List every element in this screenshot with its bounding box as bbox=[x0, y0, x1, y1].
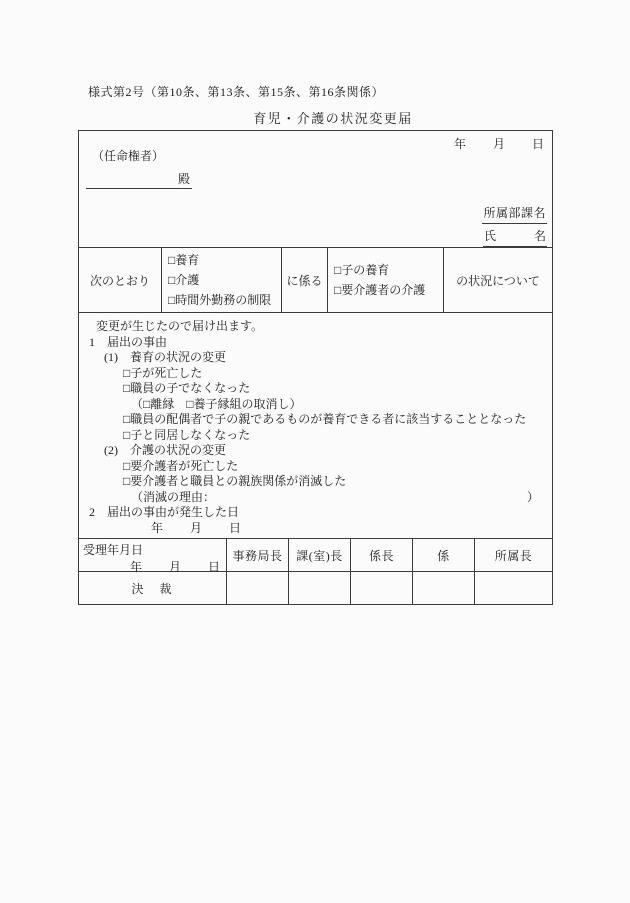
column-header-secretary-general: 事務局長 bbox=[227, 539, 289, 572]
seal-cell-supervisor bbox=[475, 572, 552, 604]
seal-cell-section-chief bbox=[289, 572, 351, 604]
name-label-left: 氏 bbox=[484, 229, 497, 243]
reception-date-label: 受理年月日 bbox=[83, 543, 144, 557]
care-type-options-cell bbox=[162, 248, 282, 312]
reception-date-blank: 年 月 日 bbox=[129, 560, 221, 574]
column-header-subsection-chief: 係長 bbox=[351, 539, 413, 572]
form-outline-box bbox=[78, 130, 553, 605]
addressee-suffix: 殿 bbox=[177, 172, 190, 186]
checkbox-option-carereceiver: □要介護者の介護 bbox=[334, 283, 426, 297]
checkbox-carereceiver-died: □要介護者が死亡した bbox=[123, 458, 239, 473]
extinction-reason-open: （消滅の理由： bbox=[131, 489, 216, 504]
form-header-section bbox=[79, 131, 552, 247]
submission-date-line: 年 月 日 bbox=[453, 137, 545, 151]
decision-label-cell: 決 裁 bbox=[79, 572, 227, 604]
page-title: 育児・介護の状況変更届 bbox=[253, 111, 413, 126]
type-row-connector: に係る bbox=[282, 248, 328, 312]
occurrence-date-line: 年 月 日 bbox=[151, 520, 243, 535]
name-label-right: 名 bbox=[533, 229, 546, 243]
column-header-supervisor: 所属長 bbox=[475, 539, 552, 572]
extinction-reason-close: ） bbox=[526, 489, 539, 504]
type-selection-row bbox=[79, 247, 552, 313]
checkbox-not-employee-child: □職員の子でなくなった bbox=[123, 381, 251, 395]
seal-cell-secretary-general bbox=[227, 572, 289, 604]
item-1-2-heading: (2) 介護の状況の変更 bbox=[104, 443, 226, 457]
column-header-staff: 係 bbox=[413, 539, 475, 572]
notification-body bbox=[79, 313, 552, 538]
department-name-field: 所属部課名 bbox=[482, 204, 547, 224]
extinction-reason-line bbox=[79, 490, 552, 506]
seal-cell-staff bbox=[413, 572, 475, 604]
item-1-1-heading: (1) 養育の状況の変更 bbox=[104, 350, 226, 364]
employee-name-field bbox=[483, 227, 547, 247]
checkbox-option-nursing: □介護 bbox=[168, 273, 200, 287]
reception-date-cell bbox=[79, 539, 227, 572]
intro-statement: 変更が生じたので届け出ます。 bbox=[96, 319, 264, 333]
column-header-section-chief: 課(室)長 bbox=[289, 539, 351, 572]
target-options-cell bbox=[328, 248, 444, 312]
addressee-blank-line bbox=[86, 164, 192, 189]
section-2-heading: 2 届出の事由が発生した日 bbox=[89, 505, 240, 519]
approval-table bbox=[79, 538, 552, 604]
checkbox-not-cohabiting: □子と同居しなくなった bbox=[123, 427, 251, 442]
checkbox-option-child-rearing: □子の養育 bbox=[334, 263, 390, 277]
form-code: 様式第2号（第10条、第13条、第15条、第16条関係） bbox=[88, 85, 385, 99]
type-row-prefix: 次のとおり bbox=[79, 248, 162, 312]
checkbox-dissolution-detail: （□離縁 □養子縁組の取消し） bbox=[131, 396, 302, 411]
seal-cell-subsection-chief bbox=[351, 572, 413, 604]
type-row-suffix: の状況について bbox=[456, 273, 540, 288]
checkbox-spouse-can-care: □職員の配偶者で子の親であるものが養育できる者に該当することとなった bbox=[123, 412, 527, 426]
checkbox-option-childcare: □養育 bbox=[168, 253, 200, 267]
appointer-label: （任命権者） bbox=[92, 149, 165, 163]
checkbox-child-died: □子が死亡した bbox=[123, 365, 203, 380]
checkbox-kinship-extinct: □要介護者と職員との親族関係が消滅した bbox=[123, 474, 347, 488]
checkbox-option-overtime-limit: □時間外勤務の制限 bbox=[168, 293, 272, 307]
section-1-heading: 1 届出の事由 bbox=[89, 334, 168, 349]
